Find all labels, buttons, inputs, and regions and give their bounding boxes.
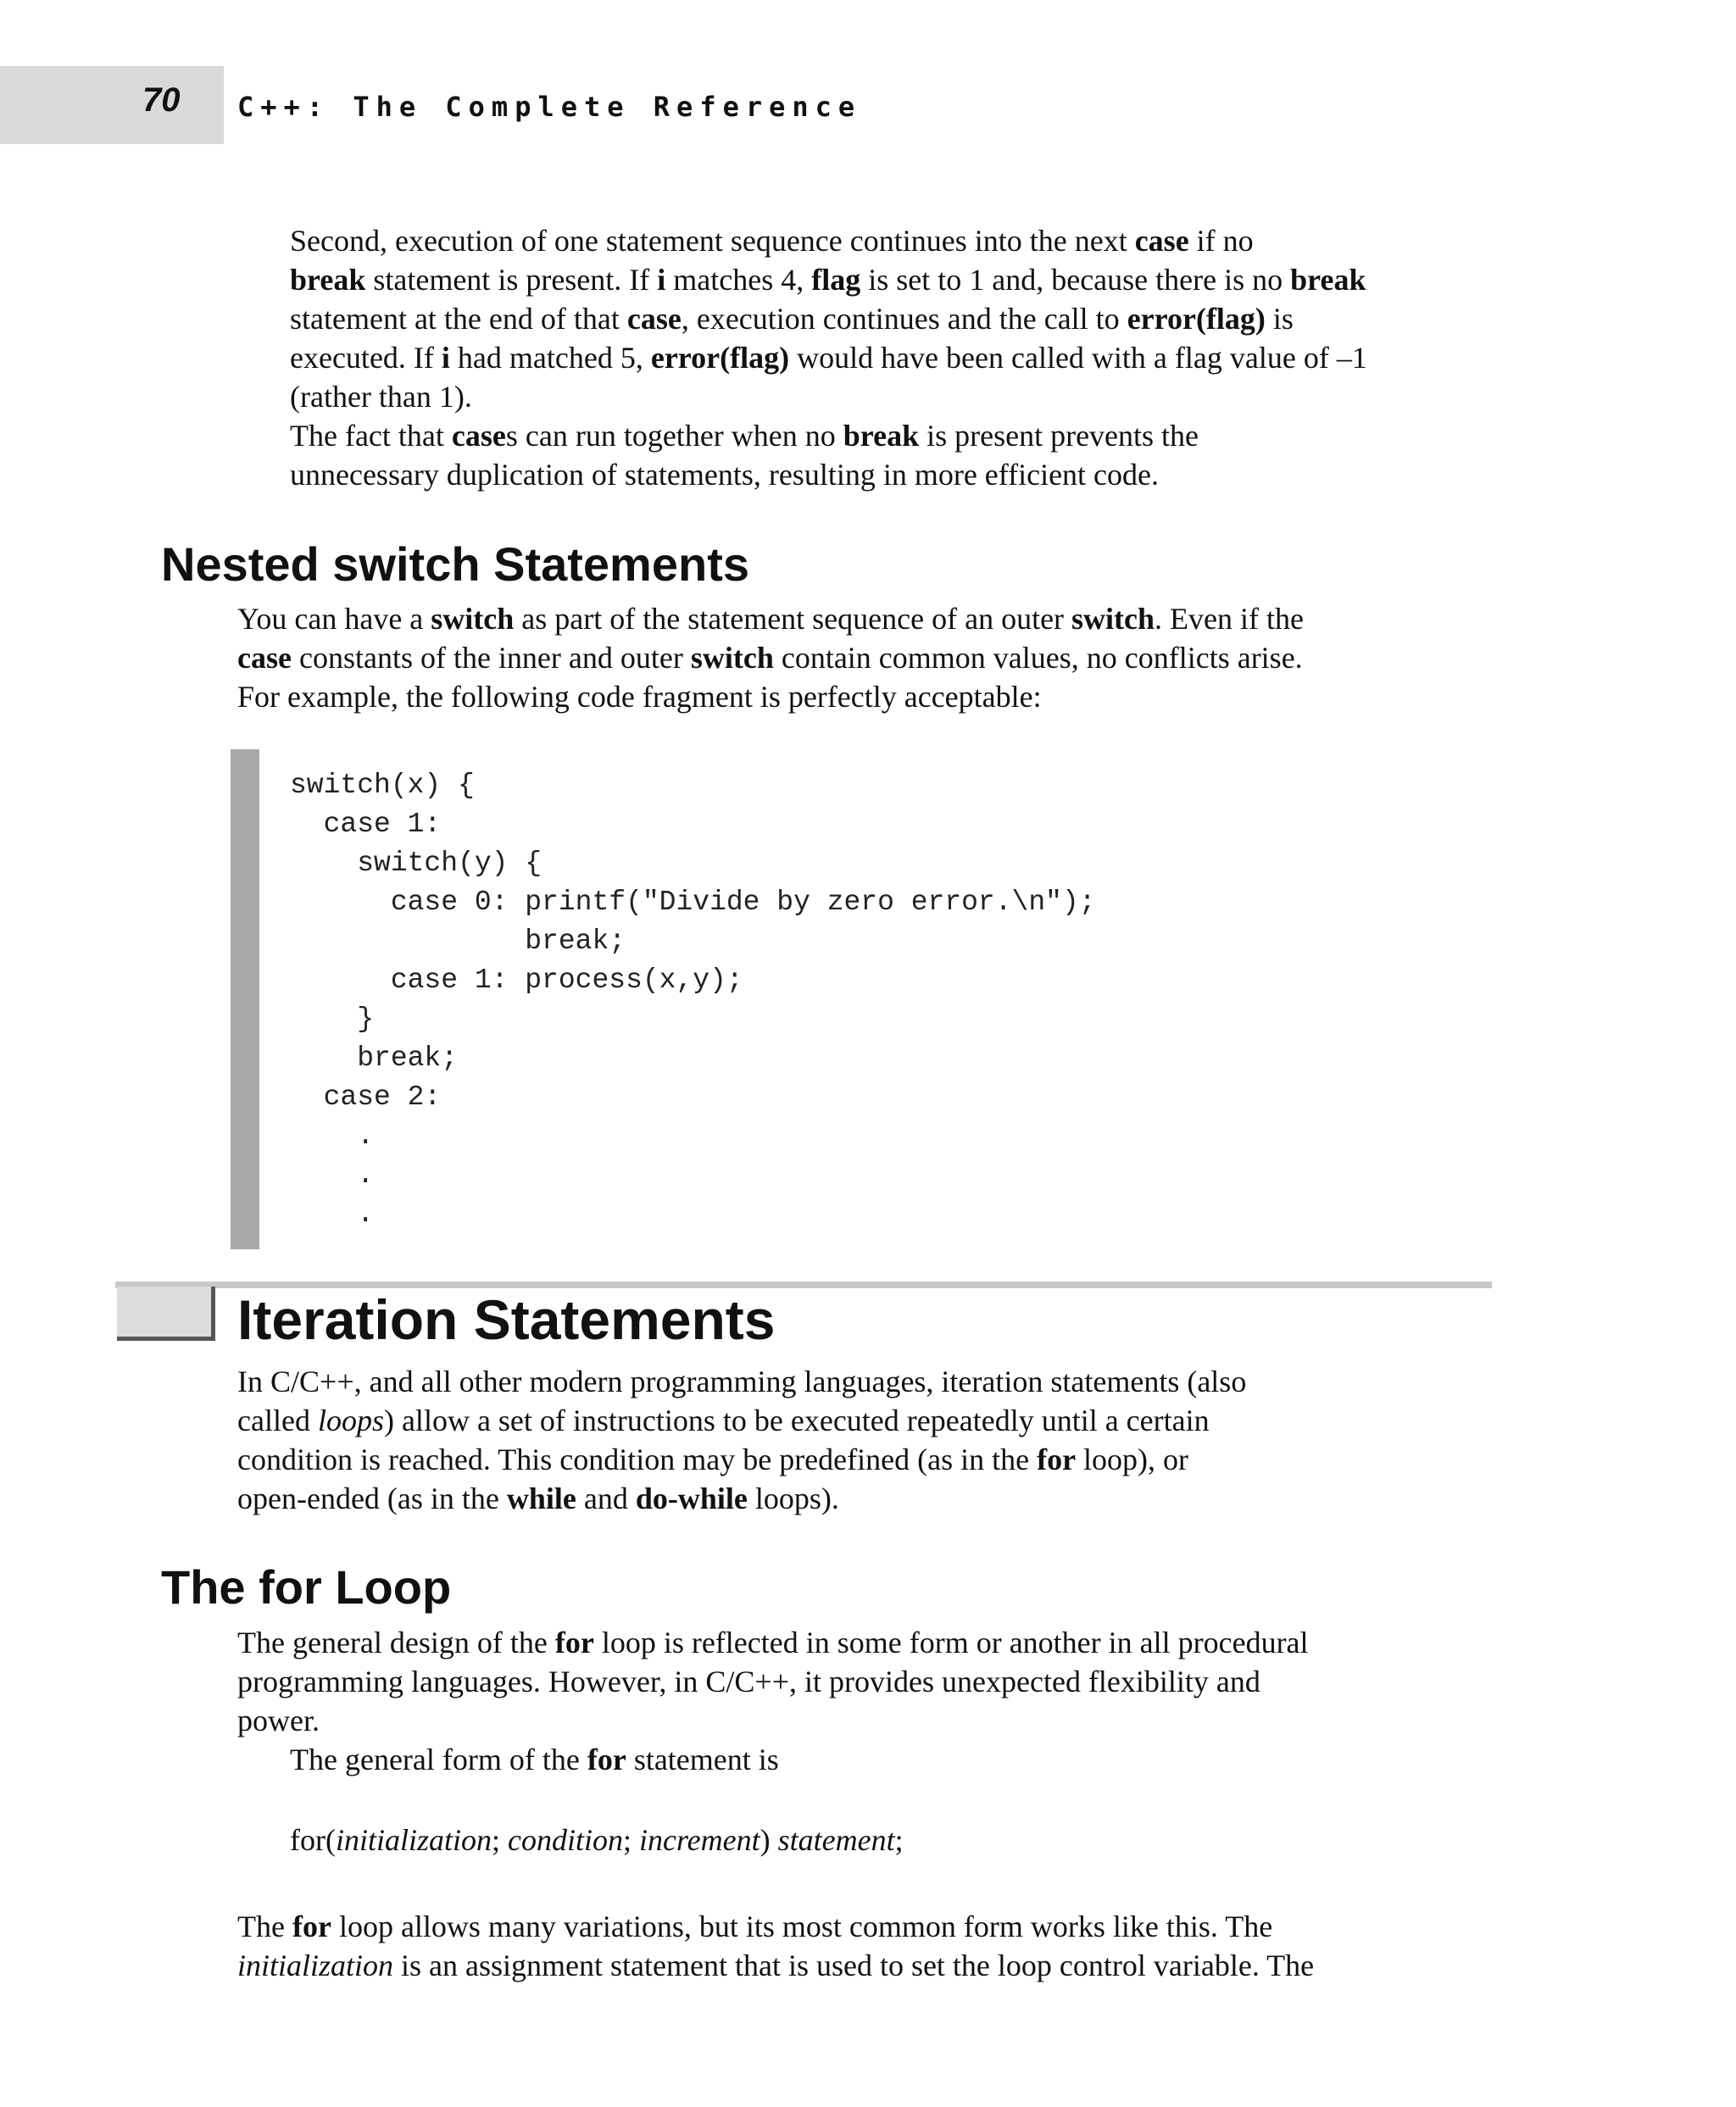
code-block-bar — [231, 749, 259, 1249]
text-run: loop is reflected in some form or another in all procedural — [593, 1626, 1309, 1659]
text-run: and — [576, 1482, 636, 1515]
text-run: if no — [1188, 224, 1254, 258]
bold-term: switch — [1071, 602, 1155, 636]
text-line — [237, 221, 1492, 260]
paragraph — [237, 1740, 1492, 1779]
text-line — [237, 260, 1492, 299]
paragraph — [237, 599, 1492, 716]
bold-term: switch — [690, 641, 774, 675]
text-run: ; — [894, 1823, 904, 1857]
bold-term: case — [451, 419, 506, 453]
text-line — [237, 455, 1492, 494]
paragraph — [237, 1623, 1492, 1740]
bold-term: for — [587, 1743, 626, 1776]
bold-term: break — [1290, 263, 1366, 297]
bold-term: case — [1134, 224, 1189, 258]
for-syntax-line — [290, 1821, 904, 1860]
bold-term: i — [441, 341, 450, 375]
text-run: statement at the end of that — [290, 302, 627, 336]
page-number: 70 — [142, 81, 181, 119]
code-line: case 1: — [290, 809, 442, 840]
bold-term: break — [843, 419, 920, 453]
text-line — [237, 377, 1492, 416]
text-line — [237, 1479, 1492, 1518]
italic-term: initialization — [237, 1949, 394, 1982]
text-line — [237, 1946, 1492, 1985]
text-line — [237, 416, 1492, 455]
section-tab — [117, 1287, 215, 1341]
bold-term: flag — [811, 263, 861, 297]
text-run: statement is — [626, 1743, 779, 1776]
text-line — [237, 638, 1492, 677]
bold-term: case — [626, 302, 682, 336]
text-run: is — [1265, 302, 1294, 336]
for-loop-description — [237, 1907, 1492, 1985]
section-rule — [115, 1281, 1492, 1288]
text-line — [237, 338, 1492, 377]
italic-term: initialization — [335, 1823, 492, 1857]
page-number-tab — [0, 66, 224, 144]
text-run: ) allow a set of instructions to be executed repeatedly until a certain — [383, 1404, 1210, 1437]
text-run: For example, the following code fragment is perfectly acceptable: — [237, 680, 1042, 714]
text-run: contain common values, no conflicts arise. — [773, 641, 1303, 675]
text-run: loop allows many variations, but its most common form works like this. The — [331, 1910, 1273, 1943]
bold-term: case — [237, 641, 292, 675]
text-run: called — [237, 1404, 318, 1437]
paragraph — [237, 221, 1492, 416]
text-line — [237, 1623, 1492, 1662]
section-heading-for-loop: The for Loop — [161, 1560, 452, 1614]
text-run: . Even if the — [1155, 602, 1304, 636]
text-run: as part of the statement sequence of an outer — [514, 602, 1072, 636]
bold-term: error(flag) — [650, 341, 790, 375]
text-run: is present prevents the — [919, 419, 1199, 453]
paragraph — [237, 416, 1492, 494]
text-line — [237, 299, 1492, 338]
text-run: You can have a — [237, 602, 431, 636]
text-line — [237, 1740, 1492, 1779]
text-run: constants of the inner and outer — [291, 641, 691, 675]
text-line — [237, 677, 1492, 716]
code-line: . — [290, 1159, 375, 1191]
bold-term: break — [290, 263, 366, 297]
text-run: ; — [623, 1823, 640, 1857]
text-run: loops). — [747, 1482, 839, 1515]
text-run: for( — [290, 1823, 336, 1857]
text-line — [237, 1907, 1492, 1946]
code-line: . — [290, 1198, 375, 1230]
text-run: condition is reached. This condition may be predefined (as in the — [237, 1443, 1038, 1476]
text-line — [237, 1701, 1492, 1740]
code-line: } — [290, 1003, 375, 1035]
bold-term: i — [657, 263, 666, 297]
text-run: The fact that — [290, 419, 452, 453]
iteration-intro — [237, 1362, 1492, 1518]
text-run: , execution continues and the call to — [681, 302, 1127, 336]
running-title: C++: The Complete Reference — [237, 91, 862, 123]
italic-term: loops — [317, 1404, 384, 1437]
text-run: programming languages. However, in C/C++, it provides unexpected flexibility and — [237, 1665, 1260, 1698]
code-line: case 2: — [290, 1081, 442, 1113]
text-run: matches 4, — [665, 263, 812, 297]
nested-switch-intro — [237, 599, 1492, 716]
bold-term: while — [506, 1482, 576, 1515]
text-run: power. — [237, 1704, 320, 1737]
text-run: (rather than 1). — [290, 380, 472, 414]
text-run: In C/C++, and all other modern programming languages, iteration statements (also — [237, 1365, 1247, 1398]
code-line: . — [290, 1120, 375, 1152]
text-run: Second, execution of one statement sequence continues into the next — [290, 224, 1135, 258]
text-run: statement is present. If — [365, 263, 658, 297]
code-line: switch(y) { — [290, 848, 542, 879]
paragraph — [237, 1907, 1492, 1985]
for-loop-intro — [237, 1623, 1492, 1779]
text-line — [237, 1401, 1492, 1440]
text-run: open-ended (as in the — [237, 1482, 507, 1515]
bold-term: for — [1037, 1443, 1077, 1476]
paragraph — [237, 1362, 1492, 1518]
text-line — [237, 1362, 1492, 1401]
code-block — [290, 766, 1096, 1234]
text-run: would have been called with a flag value of –1 — [789, 341, 1367, 375]
code-line: break; — [290, 1042, 459, 1074]
bold-term: for — [554, 1626, 594, 1659]
text-line — [237, 1662, 1492, 1701]
code-line: switch(x) { — [290, 770, 475, 801]
text-run: The general design of the — [237, 1626, 555, 1659]
section-heading-nested-switch: Nested switch Statements — [161, 537, 749, 591]
italic-term: statement — [777, 1823, 895, 1857]
text-run: s can run together when no — [505, 419, 843, 453]
text-run: unnecessary duplication of statements, resulting in more efficient code. — [290, 458, 1160, 492]
text-run: had matched 5, — [449, 341, 651, 375]
text-line — [237, 599, 1492, 638]
intro-section — [237, 221, 1492, 494]
italic-term: condition — [508, 1823, 623, 1857]
text-run: The general form of the — [290, 1743, 587, 1776]
bold-term: error(flag) — [1127, 302, 1266, 336]
code-line: case 1: process(x,y); — [290, 965, 743, 996]
section-heading-iteration: Iteration Statements — [237, 1288, 776, 1351]
italic-term: increment — [639, 1823, 760, 1857]
text-run: ) — [760, 1823, 778, 1857]
text-run: is set to 1 and, because there is no — [860, 263, 1291, 297]
text-run: The — [237, 1910, 292, 1943]
bold-term: for — [292, 1910, 331, 1943]
bold-term: switch — [431, 602, 515, 636]
text-run: is an assignment statement that is used to set the loop control variable. The — [393, 1949, 1315, 1982]
text-run: loop), or — [1076, 1443, 1189, 1476]
text-run: executed. If — [290, 341, 442, 375]
bold-term: do-while — [635, 1482, 748, 1515]
code-line: case 0: printf("Divide by zero error.\n"); — [290, 887, 1096, 918]
text-run: ; — [492, 1823, 509, 1857]
code-line: break; — [290, 926, 626, 957]
text-line — [237, 1440, 1492, 1479]
